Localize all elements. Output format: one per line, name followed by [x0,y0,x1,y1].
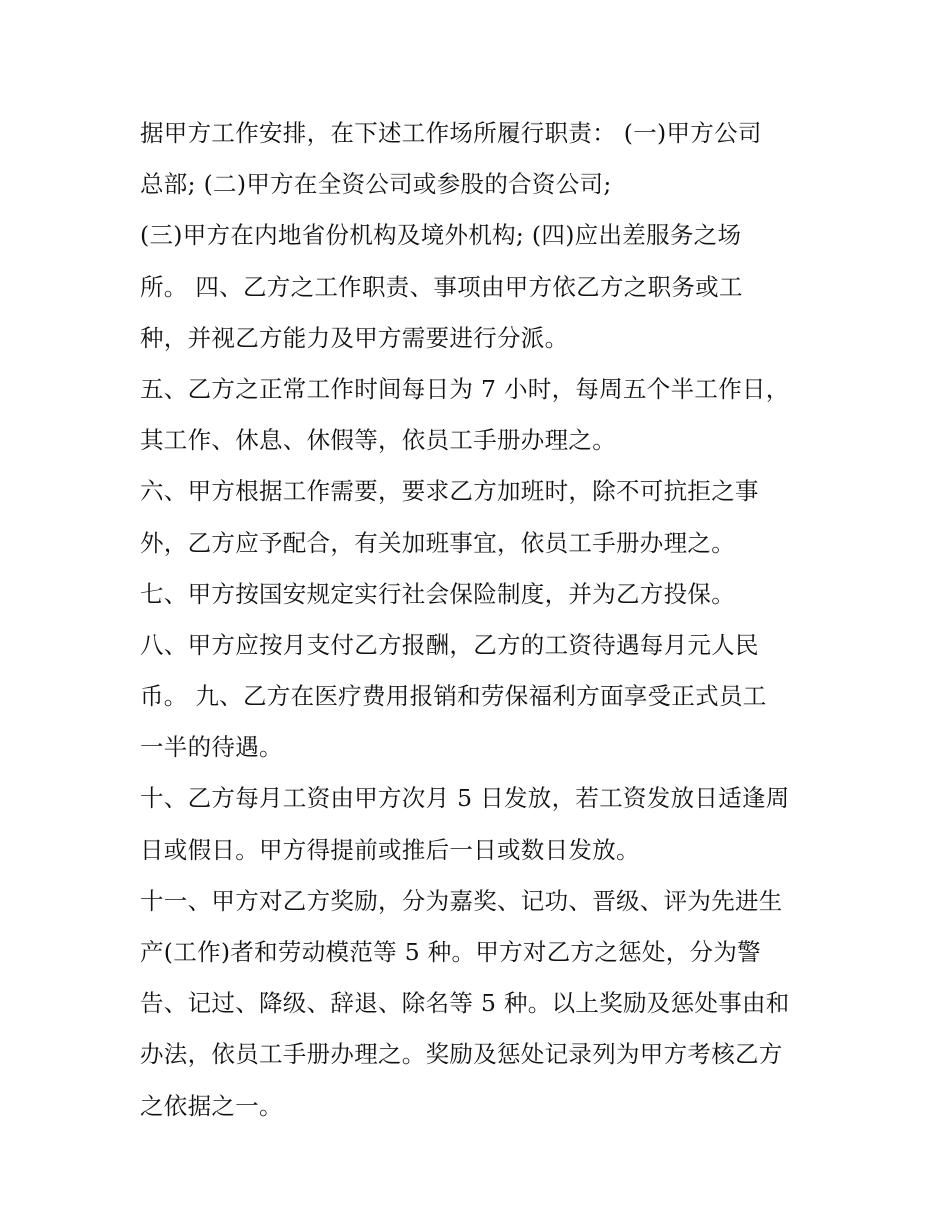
text-line: 其工作、休息、休假等，依员工手册办理之。 [140,426,616,455]
text-line: 据甲方工作安排，在下述工作场所履行职责： (一)甲方公司 [140,119,762,147]
text-line: 币。 九、乙方在医疗费用报销和劳保福利方面享受正式员工 [140,682,767,711]
text-line: 一半的待遇。 [140,733,283,762]
text-line: 十一、甲方对乙方奖励，分为嘉奖、记功、晋级、评为先进生 [140,886,783,915]
text-line: 外，乙方应予配合，有关加班事宜，依员工手册办理之。 [140,528,735,557]
text-line: 告、记过、降级、辞退、除名等 5 种。以上奖励及惩处事由和 [140,989,790,1018]
text-line: 办法，依员工手册办理之。奖励及惩处记录列为甲方考核乙方 [140,1040,783,1069]
text-line: 日或假日。甲方得提前或推后一日或数日发放。 [140,835,640,864]
text-line: 之依据之一。 [140,1091,283,1120]
text-line: 所。 四、乙方之工作职责、事项由甲方依乙方之职务或工 [140,272,743,301]
text-line: 总部; (二)甲方在全资公司或参股的合资公司; [140,170,612,199]
text-line: 种，并视乙方能力及甲方需要进行分派。 [140,323,569,352]
text-line: 八、甲方应按月支付乙方报酬，乙方的工资待遇每月元人民 [140,630,759,659]
text-line: 五、乙方之正常工作时间每日为 7 小时，每周五个半工作日， [140,374,790,403]
text-line: 七、甲方按国安规定实行社会保险制度，并为乙方投保。 [140,579,735,608]
contract-body-text [140,108,830,1132]
text-line: 产(工作)者和劳动模范等 5 种。甲方对乙方之惩处，分为警 [140,938,761,966]
text-line: 十、乙方每月工资由甲方次月 5 日发放，若工资发放日适逢周 [140,784,790,813]
text-line: 六、甲方根据工作需要，要求乙方加班时，除不可抗拒之事 [140,477,759,506]
text-line: (三)甲方在内地省份机构及境外机构; (四)应出差服务之场 [140,221,742,250]
